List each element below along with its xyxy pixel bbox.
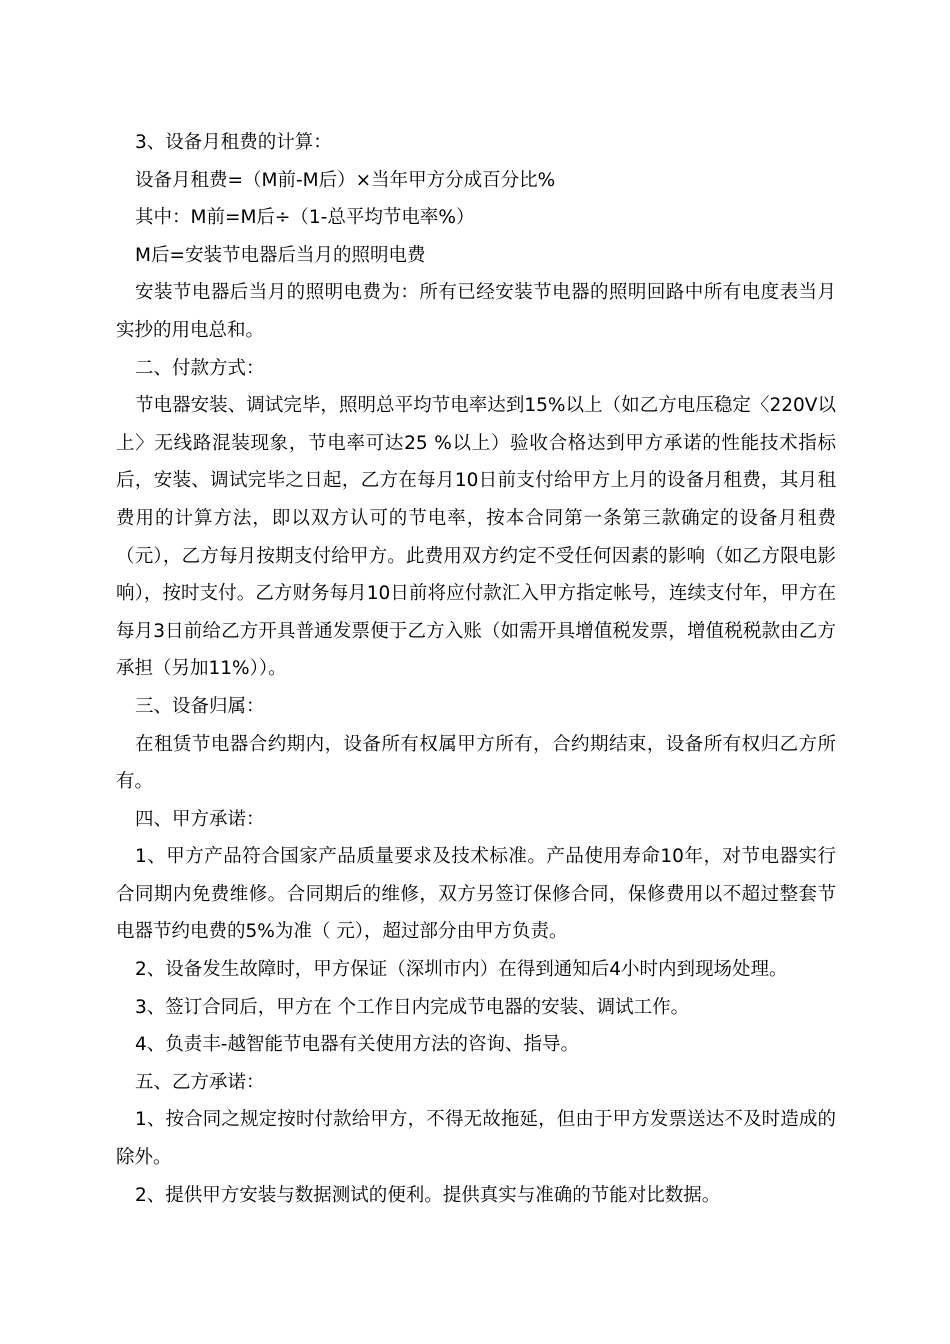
paragraph-lighting-fee-definition: 安装节电器后当月的照明电费为：所有已经安装节电器的照明回路中所有电度表当月实抄的用电总和。 (116, 282, 836, 341)
section-heading-payment: 二、付款方式： (135, 357, 265, 379)
paragraph-m-before-formula: 其中：M前=M后÷（1-总平均节电率%） (135, 207, 475, 229)
paragraph-m-after-definition: M后=安装节电器后当月的照明电费 (135, 244, 426, 266)
section-heading-party-b-commitments: 五、乙方承诺： (135, 1071, 265, 1093)
paragraph-party-b-item-2: 2、提供甲方安装与数据测试的便利。提供真实与准确的节能对比数据。 (135, 1184, 721, 1206)
section-heading-party-a-commitments: 四、甲方承诺： (135, 808, 265, 830)
paragraph-party-a-item-1: 1、甲方产品符合国家产品质量要求及技术标准。产品使用寿命10年，对节电器实行合同期内免费维修。合同期后的维修，双方另签订保修合同，保修费用以不超过整套节电器节约电费的5%为准（ 元），超过部分由甲方负责。 (116, 846, 836, 943)
paragraph-ownership-terms: 在租赁节电器合约期内，设备所有权属甲方所有，合约期结束，设备所有权归乙方所有。 (116, 733, 836, 793)
section-heading-ownership: 三、设备归属： (135, 695, 265, 717)
paragraph-party-a-item-2: 2、设备发生故障时，甲方保证（深圳市内）在得到通知后4小时内到现场处理。 (135, 959, 788, 981)
document-body (116, 124, 836, 1214)
paragraph-party-b-item-1: 1、按合同之规定按时付款给甲方，不得无故拖延，但由于甲方发票送达不及时造成的除外。 (116, 1109, 836, 1169)
paragraph-party-a-item-3: 3、签订合同后，甲方在 个工作日内完成节电器的安装、调试工作。 (135, 996, 690, 1018)
paragraph-payment-terms: 节电器安装、调试完毕，照明总平均节电率达到15%以上（如乙方电压稳定〈220V以上〉无线路混装现象，节电率可达25 %以上）验收合格达到甲方承诺的性能技术指标后，安装、调试完毕之日起，乙方在每月10日前支付给甲方上月的设备月租费，其月租费用的计算方法，即以双方认可的节电率，按本合同第一条第三款确定的设备月租费（元），乙方每月按期支付给甲方。此费用双方约定不受任何因素的影响（如乙方限电影响），按时支付。乙方财务每月10日前将应付款汇入甲方指定帐号，连续支付年，甲方在每月3日前给乙方开具普通发票便于乙方入账（如需开具增值税发票，增值税税款由乙方承担（另加11%））。 (116, 395, 836, 680)
paragraph-rent-formula: 设备月租费=（M前-M后）×当年甲方分成百分比% (135, 169, 556, 191)
paragraph-rent-calc-heading: 3、设备月租费的计算： (135, 132, 332, 153)
paragraph-party-a-item-4: 4、负责丰-越智能节电器有关使用方法的咨询、指导。 (135, 1034, 579, 1056)
